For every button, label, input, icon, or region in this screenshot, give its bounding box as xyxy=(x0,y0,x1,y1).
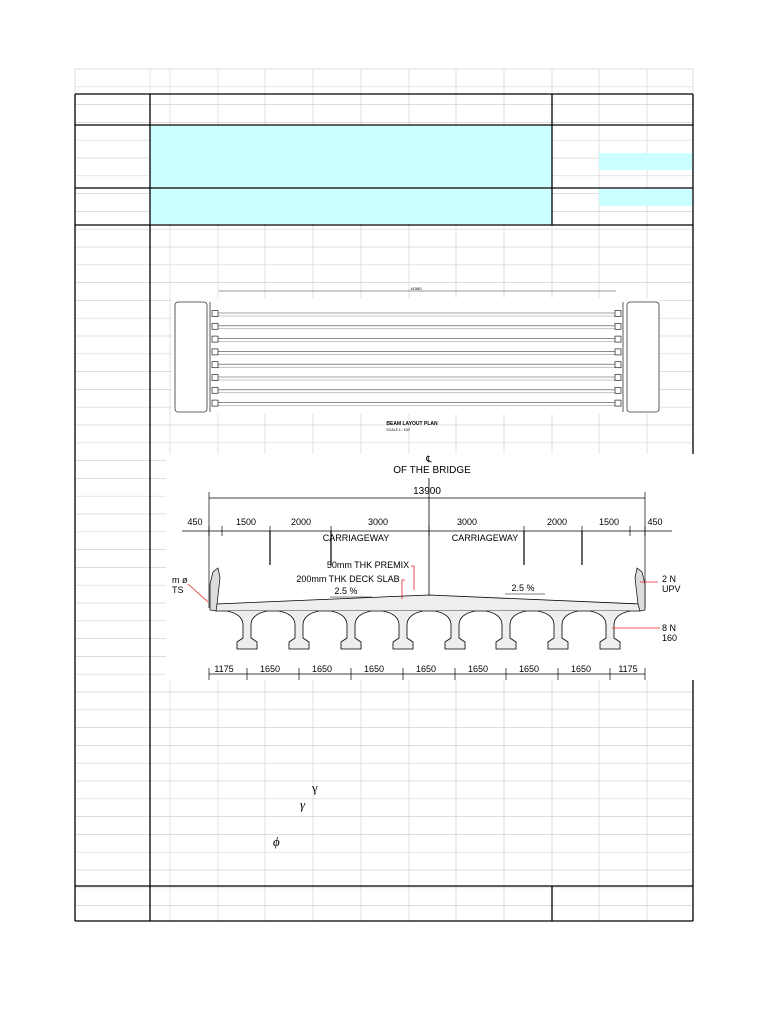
top-dimension-label: 2000 xyxy=(546,517,568,527)
title-block-cell[interactable] xyxy=(150,126,552,188)
deck-slab-label: 200mm THK DECK SLAB xyxy=(296,574,400,584)
bridge-cross-section xyxy=(166,454,696,680)
top-dimension-label: 1500 xyxy=(235,517,257,527)
top-dimension-label: 3000 xyxy=(456,517,478,527)
premix-label: 50mm THK PREMIX xyxy=(326,560,410,570)
bottom-dimension-label: 1650 xyxy=(259,664,281,674)
bottom-dimension-label: 1650 xyxy=(518,664,540,674)
right-note-3: 8 N xyxy=(662,623,677,633)
carriageway-right-label: CARRIAGEWAY xyxy=(451,533,519,543)
right-abutment xyxy=(627,302,659,412)
bottom-dimension-label: 1650 xyxy=(363,664,385,674)
bottom-dimension-label: 1650 xyxy=(467,664,489,674)
input-cell-1[interactable] xyxy=(599,153,693,170)
left-abutment xyxy=(175,302,207,412)
top-dimension-label: 450 xyxy=(187,517,203,527)
top-dimension-label: 3000 xyxy=(367,517,389,527)
plan-scale: SCALE 1 : 100 xyxy=(386,428,410,432)
centerline-symbol: ℄ xyxy=(426,454,432,464)
bottom-dimension-label: 1650 xyxy=(415,664,437,674)
slope-right-label: 2.5 % xyxy=(511,583,535,593)
bottom-dimension-label: 1175 xyxy=(214,664,234,674)
overall-width-dimension: 13900 xyxy=(413,486,441,497)
centerline-label: OF THE BRIDGE xyxy=(393,465,471,476)
slope-left-label: 2.5 % xyxy=(334,586,358,596)
beam-layout-plan xyxy=(172,286,660,432)
left-note-1: m ø xyxy=(172,575,188,585)
top-dimension-label: 2000 xyxy=(290,517,312,527)
right-note-2: UPV xyxy=(662,584,681,594)
gamma-symbol-2: γ xyxy=(300,797,306,812)
carriageway-left-label: CARRIAGEWAY xyxy=(322,533,390,543)
right-note-4: 160 xyxy=(662,633,678,643)
phi-symbol: ϕ xyxy=(273,834,280,849)
plan-top-dimension: 41580 xyxy=(410,286,422,291)
highlight-cells xyxy=(150,126,693,224)
top-dimension-label: 450 xyxy=(647,517,663,527)
bottom-dimension-label: 1650 xyxy=(311,664,333,674)
plan-title: BEAM LAYOUT PLAN xyxy=(386,421,438,427)
subtitle-block-cell[interactable] xyxy=(150,189,552,224)
bottom-dimension-label: 1650 xyxy=(570,664,592,674)
bottom-dimension-label: 1175 xyxy=(618,664,638,674)
gamma-symbol-1: γ xyxy=(312,780,318,795)
top-dimension-label: 1500 xyxy=(598,517,620,527)
plan-background xyxy=(172,298,660,414)
left-note-2: TS xyxy=(172,585,184,595)
right-note-1: 2 N xyxy=(662,574,677,584)
input-cell-2[interactable] xyxy=(599,189,693,206)
